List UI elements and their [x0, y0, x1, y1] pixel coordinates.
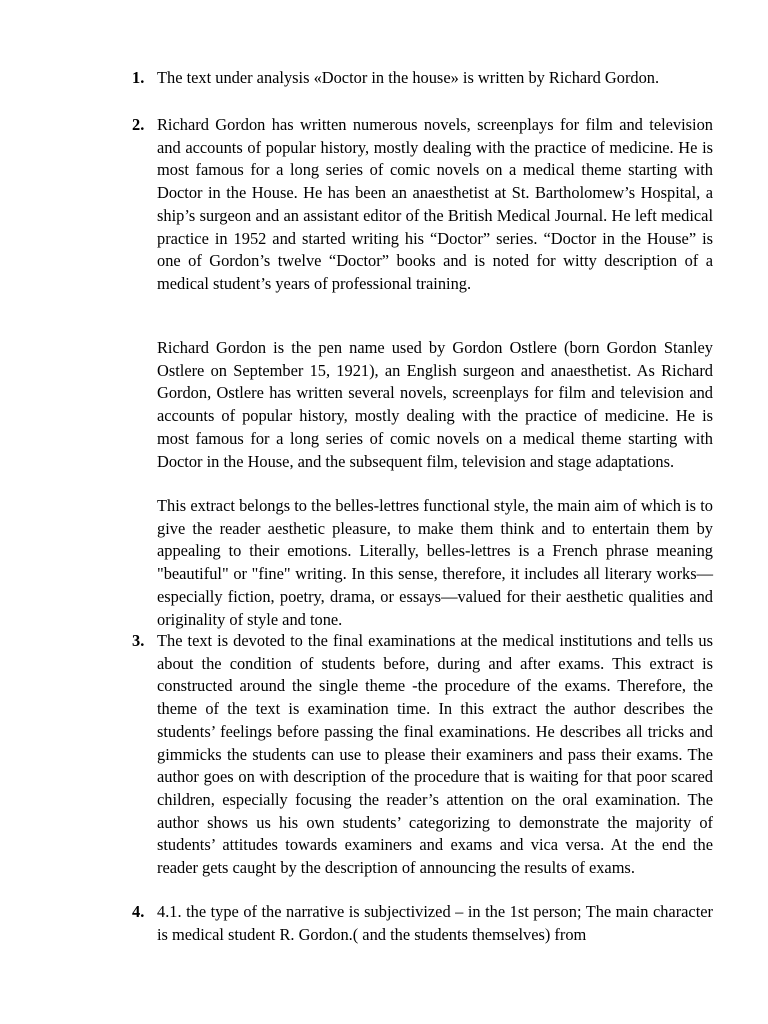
list-item-2-continued-2 [157, 495, 713, 631]
list-number-1: 1. [132, 68, 145, 87]
list-item-3 [132, 630, 713, 880]
list-item-1-text: The text under analysis «Doctor in the house» is written by Richard Gordon. [157, 68, 660, 87]
list-item-4-text: 4.1. the type of the narrative is subjectivized – in the 1st person; The main character is medical student R. Gordon.( and the students themselves) from [157, 902, 713, 944]
list-item-2-paragraph-2: Richard Gordon is the pen name used by Gordon Ostlere (born Gordon Stanley Ostlere on September 15, 1921), an English surgeon and anaesthetist. As Richard Gordon, Ostlere has written several novels, screenplays for film and television and accounts of popular history, mostly dealing with the practice of medicine. He is most famous for a long series of comic novels on a medical theme starting with Doctor in the House, and the subsequent film, television and stage adaptations. [157, 338, 713, 471]
list-item-1 [132, 67, 713, 90]
list-item-2 [132, 114, 713, 296]
list-number-3: 3. [132, 631, 145, 650]
list-item-2-paragraph-1: Richard Gordon has written numerous novels, screenplays for film and television and accounts of popular history, mostly dealing with the practice of medicine. He is most famous for a long series of comic novels on a medical theme starting with Doctor in the House. He has been an anaesthetist at St. Bartholomew’s Hospital, a ship’s surgeon and an assistant editor of the British Medical Journal. He left medical practice in 1952 and started writing his “Doctor” series. “Doctor in the House” is one of Gordon’s twelve “Doctor” books and is noted for witty description of a medical student’s years of professional training. [157, 115, 713, 293]
list-number-4: 4. [132, 902, 145, 921]
list-item-2-paragraph-3: This extract belongs to the belles-lettres functional style, the main aim of which is to give the reader aesthetic pleasure, to make them think and to entertain them by appealing to their emotions. Literally, belles-lettres is a French phrase meaning "beautiful" or "fine" writing. In this sense, therefore, it includes all literary works—especially fiction, poetry, drama, or essays—valued for their aesthetic qualities and originality of style and tone. [157, 496, 713, 629]
list-number-2: 2. [132, 115, 145, 134]
list-item-4 [132, 901, 713, 946]
list-item-3-text: The text is devoted to the final examinations at the medical institutions and tells us about the condition of students before, during and after exams. This extract is constructed around the single theme -the procedure of the exams. Therefore, the theme of the text is examination time. In this extract the author describes the students’ feelings before passing the final examinations. He describes all tricks and gimmicks the students can use to please their examiners and pass their exams. The author goes on with description of the procedure that is waiting for that poor scared children, especially focusing the reader’s attention on the oral examination. The author shows us his own students’ categorizing to demonstrate the majority of students’ attitudes towards examiners and exams and vica versa. At the end the reader gets caught by the description of announcing the results of exams. [157, 631, 713, 878]
list-item-2-continued [157, 337, 713, 473]
